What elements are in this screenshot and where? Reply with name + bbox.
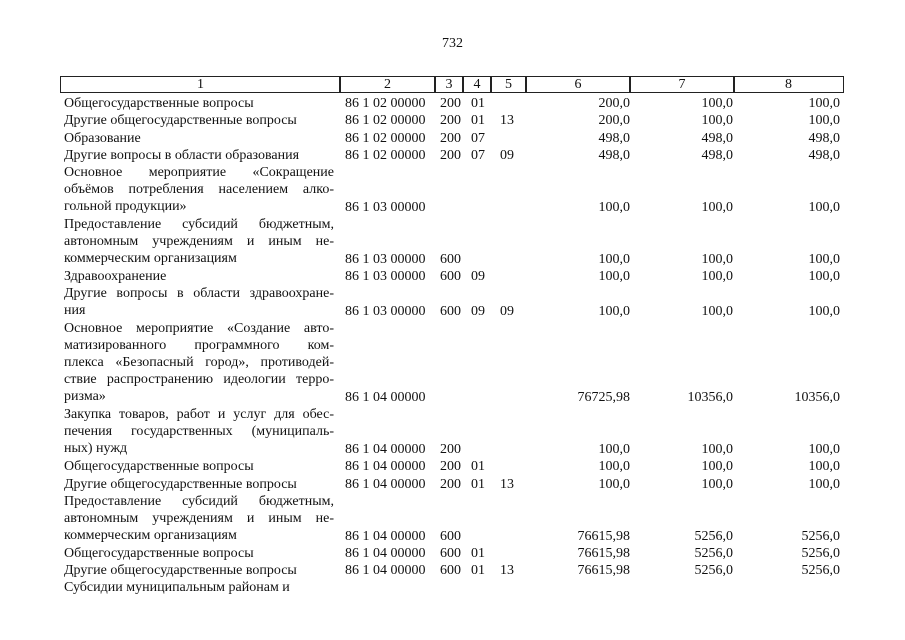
row-section: 01 <box>471 459 485 475</box>
row-name <box>64 406 334 457</box>
row-value-8: 498,0 <box>808 130 840 146</box>
row-value-7: 5256,0 <box>694 563 733 579</box>
row-value-7: 100,0 <box>701 251 733 267</box>
row-name-line: Другие общегосударственные вопросы <box>64 113 297 129</box>
row-name <box>64 285 334 319</box>
row-code: 86 1 04 00000 <box>345 390 426 406</box>
row-value-8: 5256,0 <box>801 545 840 561</box>
row-value-8: 10356,0 <box>794 390 840 406</box>
row-name <box>64 545 334 562</box>
row-value-8: 100,0 <box>808 459 840 475</box>
row-subsection: 09 <box>500 147 514 163</box>
row-value-8: 100,0 <box>808 199 840 215</box>
row-name <box>64 458 334 475</box>
row-expense-type: 200 <box>440 442 461 457</box>
row-code: 86 1 04 00000 <box>345 476 426 492</box>
row-code: 86 1 03 00000 <box>345 269 426 284</box>
row-code: 86 1 03 00000 <box>345 199 426 215</box>
row-name <box>64 216 334 267</box>
row-name-line: автономным учреждениям и иным не- <box>64 234 334 250</box>
row-value-7: 5256,0 <box>694 528 733 544</box>
row-value-7: 100,0 <box>701 442 733 457</box>
row-code: 86 1 04 00000 <box>345 563 426 579</box>
row-code: 86 1 02 00000 <box>345 130 426 146</box>
row-value-6: 200,0 <box>598 96 630 111</box>
row-expense-type: 200 <box>440 476 461 492</box>
row-value-6: 200,0 <box>598 113 630 129</box>
page-number: 732 <box>442 36 463 51</box>
row-expense-type: 600 <box>440 528 461 544</box>
row-code: 86 1 02 00000 <box>345 147 426 163</box>
row-name-line: ризма» <box>64 388 106 404</box>
row-expense-type: 200 <box>440 130 461 146</box>
row-name-line: объёмов потребления населением алко- <box>64 182 334 198</box>
row-value-7: 100,0 <box>701 269 733 284</box>
row-name-line: ния <box>64 303 86 319</box>
row-subsection: 13 <box>500 476 514 492</box>
row-name <box>64 579 334 596</box>
row-value-8: 100,0 <box>808 476 840 492</box>
row-value-8: 100,0 <box>808 442 840 457</box>
row-name <box>64 476 334 493</box>
row-code: 86 1 03 00000 <box>345 251 426 267</box>
row-name <box>64 320 334 405</box>
row-value-8: 100,0 <box>808 96 840 111</box>
column-header-6: 6 <box>525 76 631 93</box>
row-value-6: 76615,98 <box>577 528 630 544</box>
row-code: 86 1 02 00000 <box>345 113 426 129</box>
row-value-7: 100,0 <box>701 113 733 129</box>
row-name-line: ствие распространению идеологии терро- <box>64 371 334 387</box>
row-name-line: Образование <box>64 130 141 146</box>
row-name <box>64 164 334 215</box>
row-name-line: Другие вопросы в области образования <box>64 147 300 163</box>
row-value-8: 100,0 <box>808 269 840 284</box>
row-expense-type: 200 <box>440 147 461 163</box>
row-value-6: 100,0 <box>598 459 630 475</box>
row-value-7: 100,0 <box>701 476 733 492</box>
row-value-6: 100,0 <box>598 251 630 267</box>
row-code: 86 1 04 00000 <box>345 459 426 475</box>
row-value-7: 498,0 <box>701 147 733 163</box>
row-name-line: автономным учреждениям и иным не- <box>64 510 334 526</box>
row-value-8: 100,0 <box>808 303 840 319</box>
row-section: 09 <box>471 303 485 319</box>
row-expense-type: 200 <box>440 459 461 475</box>
row-name-line: Основное мероприятие «Создание авто- <box>64 320 334 336</box>
row-expense-type: 600 <box>440 251 461 267</box>
row-section: 07 <box>471 147 485 163</box>
row-code: 86 1 03 00000 <box>345 303 426 319</box>
row-name-line: коммерческим организациям <box>64 251 237 267</box>
row-expense-type: 600 <box>440 303 461 319</box>
row-value-7: 100,0 <box>701 199 733 215</box>
row-name-line: Общегосударственные вопросы <box>64 545 254 561</box>
row-section: 01 <box>471 545 485 561</box>
row-name <box>64 95 334 112</box>
row-value-6: 76615,98 <box>577 563 630 579</box>
row-name-line: ных) нужд <box>64 441 128 457</box>
row-value-6: 100,0 <box>598 442 630 457</box>
row-value-6: 100,0 <box>598 199 630 215</box>
row-name-line: коммерческим организациям <box>64 527 237 543</box>
row-value-8: 100,0 <box>808 113 840 129</box>
row-name-line: Предоставление субсидий бюджетным, <box>64 493 334 509</box>
row-value-6: 498,0 <box>598 130 630 146</box>
row-name-line: Субсидии муниципальным районам и <box>64 580 290 596</box>
row-name-line: Здравоохранение <box>64 269 167 284</box>
row-value-8: 5256,0 <box>801 563 840 579</box>
row-section: 01 <box>471 563 485 579</box>
row-name-line: Закупка товаров, работ и услуг для обес- <box>64 407 334 423</box>
row-value-6: 76725,98 <box>577 390 630 406</box>
row-code: 86 1 02 00000 <box>345 96 426 111</box>
row-value-7: 10356,0 <box>687 390 733 406</box>
row-expense-type: 200 <box>440 113 461 129</box>
row-name-line: Основное мероприятие «Сокращение <box>64 165 334 181</box>
row-expense-type: 600 <box>440 269 461 284</box>
row-value-7: 100,0 <box>701 96 733 111</box>
row-value-7: 100,0 <box>701 303 733 319</box>
column-header-4: 4 <box>462 76 492 93</box>
row-section: 09 <box>471 269 485 284</box>
row-name-line: плекса «Безопасный город», противодей- <box>64 354 334 370</box>
column-header-8: 8 <box>733 76 844 93</box>
row-name-line: Общегосударственные вопросы <box>64 459 254 475</box>
row-value-7: 5256,0 <box>694 545 733 561</box>
row-name-line: Предоставление субсидий бюджетным, <box>64 217 334 233</box>
row-code: 86 1 04 00000 <box>345 442 426 457</box>
row-expense-type: 600 <box>440 563 461 579</box>
row-expense-type: 200 <box>440 96 461 111</box>
row-name <box>64 562 334 579</box>
row-name <box>64 112 334 129</box>
row-name-line: Другие общегосударственные вопросы <box>64 476 297 492</box>
row-code: 86 1 04 00000 <box>345 545 426 561</box>
row-name-line: матизированного программного ком- <box>64 337 334 353</box>
column-header-7: 7 <box>629 76 735 93</box>
row-section: 01 <box>471 113 485 129</box>
row-value-6: 100,0 <box>598 269 630 284</box>
row-value-8: 5256,0 <box>801 528 840 544</box>
row-name-line: Другие общегосударственные вопросы <box>64 563 297 579</box>
column-header-5: 5 <box>490 76 527 93</box>
row-value-6: 498,0 <box>598 147 630 163</box>
row-value-6: 100,0 <box>598 476 630 492</box>
row-subsection: 13 <box>500 563 514 579</box>
row-value-7: 498,0 <box>701 130 733 146</box>
row-section: 01 <box>471 476 485 492</box>
row-section: 01 <box>471 96 485 111</box>
column-header-2: 2 <box>339 76 436 93</box>
row-name <box>64 130 334 147</box>
row-value-6: 100,0 <box>598 303 630 319</box>
row-name-line: Другие вопросы в области здравоохране- <box>64 286 334 302</box>
row-subsection: 13 <box>500 113 514 129</box>
column-header-1: 1 <box>60 76 341 93</box>
row-section: 07 <box>471 130 485 146</box>
row-value-8: 498,0 <box>808 147 840 163</box>
row-name <box>64 268 334 285</box>
row-value-6: 76615,98 <box>577 545 630 561</box>
row-value-8: 100,0 <box>808 251 840 267</box>
column-header-3: 3 <box>434 76 464 93</box>
row-name-line: гольной продукции» <box>64 199 187 215</box>
row-name <box>64 493 334 544</box>
row-value-7: 100,0 <box>701 459 733 475</box>
row-name <box>64 147 334 164</box>
row-expense-type: 600 <box>440 545 461 561</box>
row-subsection: 09 <box>500 303 514 319</box>
row-name-line: печения государственных (муниципаль- <box>64 424 334 440</box>
row-name-line: Общегосударственные вопросы <box>64 96 254 111</box>
row-code: 86 1 04 00000 <box>345 528 426 544</box>
